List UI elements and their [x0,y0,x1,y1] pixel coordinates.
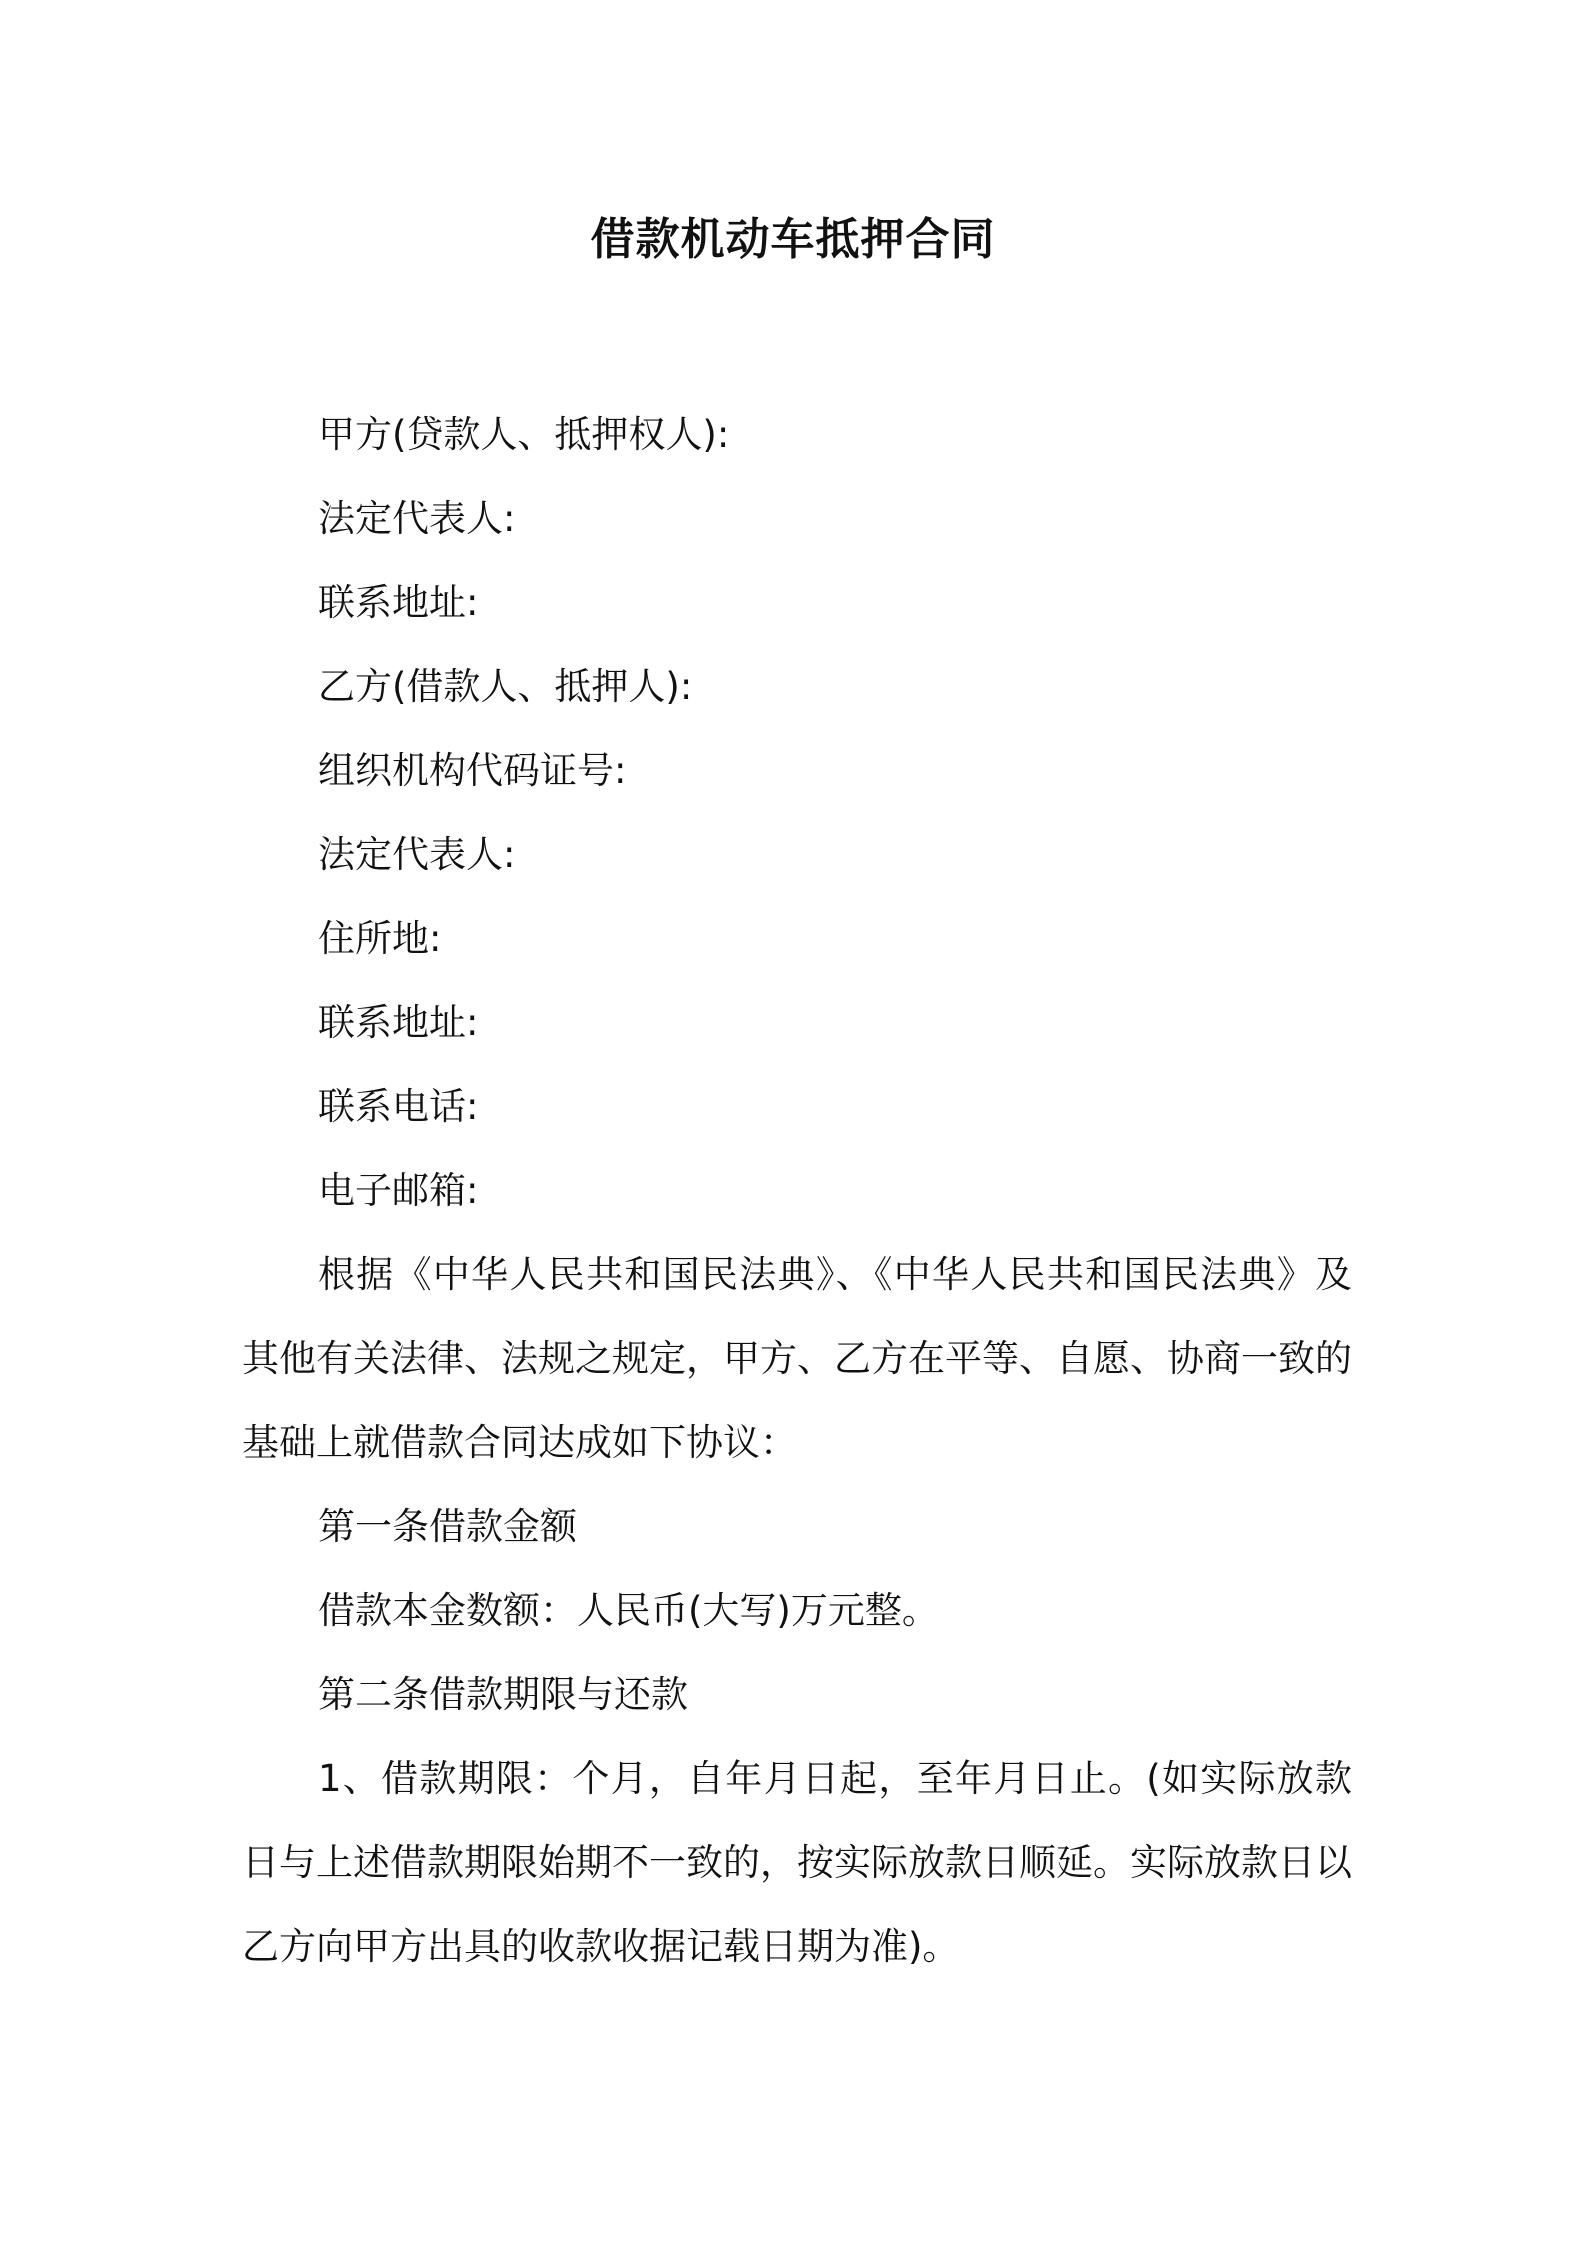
article-1-body: 借款本金数额：人民币(大写)万元整。 [318,1589,939,1632]
article-2-item-1: 1、借款期限：个月，自年月日起，至年月日止。(如实际放款日与上述借款期限始期不一致的，按实际放款日顺延。实际放款日以乙方向甲方出具的收款收据记载日期为准)。 [242,1757,1352,1968]
party-b-legal-rep-line: 法定代表人: [318,833,516,876]
party-b-email-line: 电子邮箱: [318,1169,479,1212]
party-a-line: 甲方(贷款人、抵押权人): [318,413,730,456]
party-b-address-line: 联系地址: [318,1001,479,1044]
party-b-line: 乙方(借款人、抵押人): [318,665,693,708]
document-title: 借款机动车抵押合同 [590,214,996,265]
article-1-heading: 第一条借款金额 [318,1505,577,1548]
party-b-org-code-line: 组织机构代码证号: [318,749,627,792]
party-a-legal-rep-line: 法定代表人: [318,497,516,540]
preamble-paragraph: 根据《中华人民共和国民法典》、《中华人民共和国民法典》及其他有关法律、法规之规定，甲方、乙方在平等、自愿、协商一致的基础上就借款合同达成如下协议： [242,1253,1352,1464]
article-2-heading: 第二条借款期限与还款 [318,1673,688,1716]
party-b-domicile-line: 住所地: [318,917,442,960]
party-a-address-line: 联系地址: [318,581,479,624]
party-b-phone-line: 联系电话: [318,1085,479,1128]
